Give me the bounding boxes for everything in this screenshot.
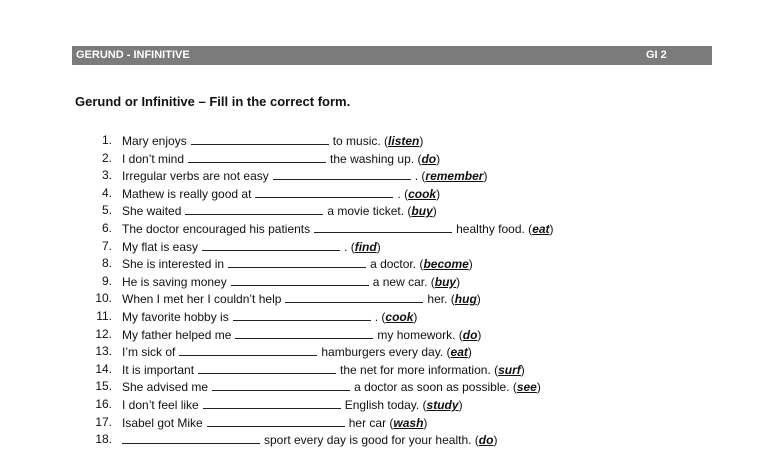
exercise-sentence bbox=[122, 274, 460, 289]
base-verb: do bbox=[462, 327, 478, 342]
exercise-number: 3. bbox=[101, 168, 112, 183]
sentence-start: She is interested in bbox=[122, 257, 225, 272]
base-verb: eat bbox=[532, 222, 550, 236]
sentence-end: sport every day is good for your health. ( bbox=[264, 433, 479, 448]
closing-paren: ) bbox=[436, 151, 441, 166]
exercise-number: 16. bbox=[95, 397, 112, 411]
closing-paren: ) bbox=[436, 186, 441, 201]
exercise-sentence bbox=[122, 344, 472, 359]
sentence-end: English today. ( bbox=[344, 398, 427, 412]
exercise-number: 4. bbox=[101, 185, 112, 200]
answer-blank[interactable] bbox=[231, 274, 369, 286]
exercise-sentence bbox=[122, 362, 525, 377]
sentence-start: Mary enjoys bbox=[122, 134, 187, 148]
exercise-sentence bbox=[122, 203, 437, 218]
base-verb: surf bbox=[498, 362, 521, 377]
base-verb: eat bbox=[450, 345, 468, 360]
exercise-number: 13. bbox=[95, 344, 112, 359]
answer-blank[interactable] bbox=[185, 203, 323, 215]
answer-blank[interactable] bbox=[255, 186, 393, 198]
sentence-end: my homework. ( bbox=[377, 327, 463, 342]
base-verb: buy bbox=[411, 204, 433, 219]
base-verb: remember bbox=[425, 169, 484, 184]
exercise-number: 9. bbox=[101, 273, 112, 288]
closing-paren: ) bbox=[476, 292, 481, 307]
answer-blank[interactable] bbox=[207, 415, 345, 427]
sentence-start: When I met her I couldn’t help bbox=[122, 292, 282, 307]
exercise-sentence bbox=[122, 397, 463, 412]
closing-paren: ) bbox=[493, 433, 498, 448]
closing-paren: ) bbox=[520, 362, 525, 377]
answer-blank[interactable] bbox=[202, 239, 340, 251]
answer-blank[interactable] bbox=[235, 327, 373, 339]
sentence-start: I don’t feel like bbox=[122, 398, 199, 412]
exercise-number: 8. bbox=[101, 256, 112, 271]
exercise-number: 2. bbox=[101, 150, 112, 165]
exercise-sentence bbox=[122, 221, 554, 236]
sentence-start: I don’t mind bbox=[122, 151, 185, 166]
answer-blank[interactable] bbox=[191, 133, 329, 145]
exercise-sentence bbox=[122, 327, 481, 342]
closing-paren: ) bbox=[423, 415, 428, 430]
exercise-sentence bbox=[122, 133, 423, 148]
sentence-start: The doctor encouraged his patients bbox=[122, 222, 311, 236]
base-verb: find bbox=[354, 239, 377, 254]
sentence-end: . ( bbox=[414, 169, 426, 184]
closing-paren: ) bbox=[467, 345, 472, 360]
sentence-end: a doctor. ( bbox=[370, 257, 424, 272]
sentence-start: Isabel got Mike bbox=[122, 415, 203, 430]
sentence-end: to music. ( bbox=[332, 134, 389, 148]
base-verb: cook bbox=[385, 310, 414, 324]
sentence-end: the net for more information. ( bbox=[340, 362, 499, 377]
base-verb: listen bbox=[388, 134, 420, 148]
base-verb: do bbox=[478, 433, 494, 448]
sentence-start: He is saving money bbox=[122, 274, 227, 289]
exercise-sentence bbox=[122, 256, 473, 271]
closing-paren: ) bbox=[468, 257, 473, 272]
sentence-start: I’m sick of bbox=[122, 345, 176, 360]
exercise-number: 10. bbox=[95, 291, 112, 306]
exercise-sentence bbox=[122, 432, 497, 447]
sentence-end: a new car. ( bbox=[372, 274, 435, 289]
sentence-start: Irregular verbs are not easy bbox=[122, 169, 269, 184]
sentence-end: her car ( bbox=[348, 415, 394, 430]
sentence-start: She waited bbox=[122, 204, 182, 219]
answer-blank[interactable] bbox=[122, 432, 260, 444]
exercise-number: 14. bbox=[95, 361, 112, 376]
sentence-end: healthy food. ( bbox=[456, 222, 533, 236]
exercise-sentence bbox=[122, 151, 440, 166]
answer-blank[interactable] bbox=[198, 362, 336, 374]
exercise-number: 18. bbox=[95, 432, 112, 447]
closing-paren: ) bbox=[458, 398, 463, 412]
answer-blank[interactable] bbox=[285, 291, 423, 303]
exercise-number: 15. bbox=[95, 379, 112, 394]
sentence-start: It is important bbox=[122, 362, 195, 377]
closing-paren: ) bbox=[536, 380, 541, 395]
closing-paren: ) bbox=[477, 327, 482, 342]
sentence-end: . ( bbox=[344, 239, 355, 254]
answer-blank[interactable] bbox=[314, 221, 452, 233]
closing-paren: ) bbox=[483, 169, 488, 184]
sentence-start: My favorite hobby is bbox=[122, 310, 229, 324]
worksheet-title: GERUND - INFINITIVE bbox=[76, 49, 190, 61]
answer-blank[interactable] bbox=[233, 309, 371, 321]
exercise-sentence bbox=[122, 239, 381, 254]
answer-blank[interactable] bbox=[203, 397, 341, 409]
sentence-end: the washing up. ( bbox=[330, 151, 422, 166]
sentence-end: a movie ticket. ( bbox=[327, 204, 412, 219]
answer-blank[interactable] bbox=[212, 379, 350, 391]
base-verb: wash bbox=[393, 415, 424, 430]
exercise-number: 5. bbox=[101, 203, 112, 218]
answer-blank[interactable] bbox=[228, 256, 366, 268]
base-verb: study bbox=[426, 398, 459, 412]
sentence-start: My father helped me bbox=[122, 327, 232, 342]
exercise-sentence bbox=[122, 186, 440, 201]
exercise-number: 12. bbox=[95, 326, 112, 341]
instruction-heading: Gerund or Infinitive – Fill in the correct form. bbox=[75, 94, 351, 109]
exercise-number: 11. bbox=[96, 309, 112, 323]
exercise-sentence bbox=[122, 415, 427, 430]
sentence-start: She advised me bbox=[122, 380, 209, 395]
base-verb: see bbox=[516, 380, 537, 395]
exercise-number: 1. bbox=[101, 133, 112, 147]
sentence-end: hamburgers every day. ( bbox=[321, 345, 451, 360]
sentence-end: . ( bbox=[397, 186, 409, 201]
exercise-sentence bbox=[122, 168, 487, 183]
sentence-end: . ( bbox=[374, 310, 386, 324]
base-verb: cook bbox=[408, 186, 437, 201]
sentence-end: her. ( bbox=[427, 292, 455, 307]
base-verb: become bbox=[423, 257, 469, 272]
worksheet-code: GI 2 bbox=[646, 49, 667, 61]
closing-paren: ) bbox=[376, 239, 381, 254]
exercise-number: 7. bbox=[101, 238, 112, 253]
base-verb: do bbox=[421, 151, 437, 166]
answer-blank[interactable] bbox=[188, 151, 326, 163]
closing-paren: ) bbox=[413, 310, 418, 324]
answer-blank[interactable] bbox=[179, 344, 317, 356]
closing-paren: ) bbox=[456, 274, 461, 289]
answer-blank[interactable] bbox=[273, 168, 411, 180]
closing-paren: ) bbox=[419, 134, 424, 148]
closing-paren: ) bbox=[549, 222, 554, 236]
exercise-number: 17. bbox=[95, 414, 112, 429]
exercise-sentence bbox=[122, 291, 481, 306]
exercise-number: 6. bbox=[101, 221, 112, 235]
exercise-sentence bbox=[122, 309, 417, 324]
base-verb: hug bbox=[454, 292, 477, 307]
exercise-sentence bbox=[122, 379, 541, 394]
sentence-start: My flat is easy bbox=[122, 239, 199, 254]
header-bar bbox=[72, 46, 712, 65]
base-verb: buy bbox=[434, 274, 457, 289]
sentence-end: a doctor as soon as possible. ( bbox=[354, 380, 517, 395]
sentence-start: Mathew is really good at bbox=[122, 186, 252, 201]
closing-paren: ) bbox=[432, 204, 437, 219]
